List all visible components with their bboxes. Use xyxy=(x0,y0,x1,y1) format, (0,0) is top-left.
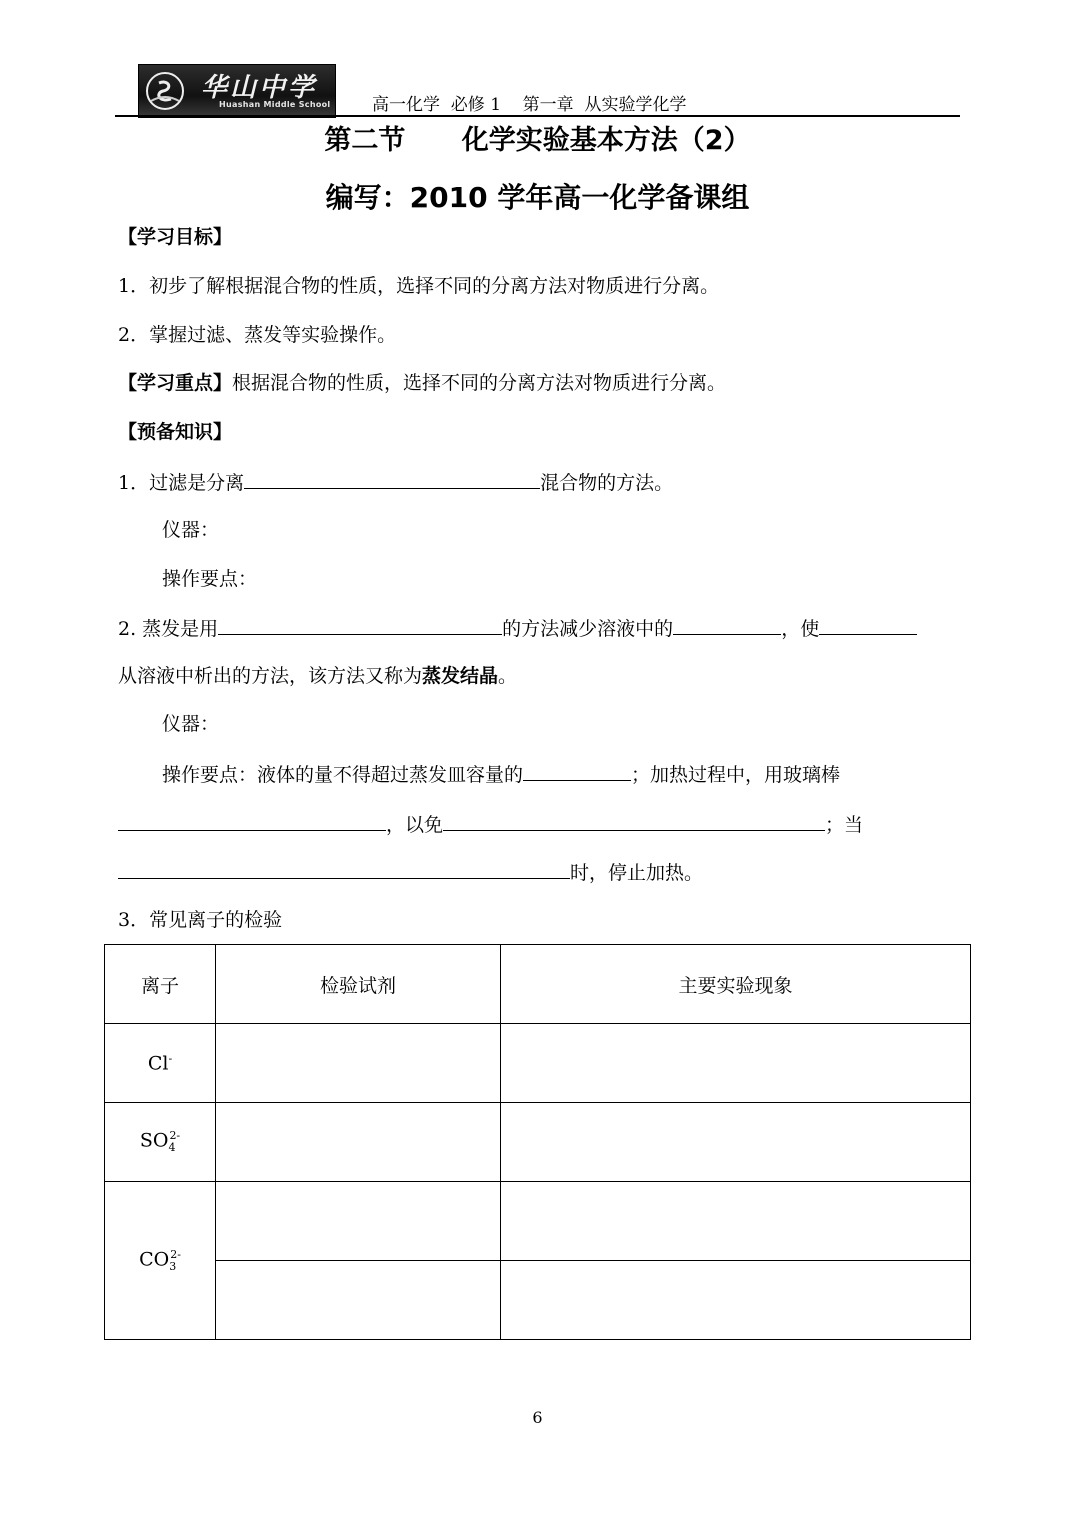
logo-english-name: Huashan Middle School xyxy=(219,100,331,109)
evaporate-points-line xyxy=(162,760,840,788)
phenomenon-cell[interactable] xyxy=(501,1024,971,1103)
objective-item: 1．初步了解根据混合物的性质，选择不同的分离方法对物质进行分离。 xyxy=(118,275,720,297)
filter-instrument: 仪器： xyxy=(162,519,220,541)
table-row xyxy=(105,1182,971,1261)
ion-charge: 2- xyxy=(169,1129,181,1143)
evaporate-line-4 xyxy=(118,810,863,838)
fill-blank[interactable] xyxy=(218,614,502,635)
table-header-row xyxy=(105,945,971,1024)
ion-cell xyxy=(105,1024,216,1103)
fill-blank[interactable] xyxy=(118,858,570,879)
objective-item: 2．掌握过滤、蒸发等实验操作。 xyxy=(118,324,397,346)
fill-blank[interactable] xyxy=(244,468,540,489)
prep-heading: 【预备知识】 xyxy=(118,421,233,443)
evaporate-instrument: 仪器： xyxy=(162,713,220,735)
ion-symbol: SO xyxy=(139,1129,169,1152)
table-row xyxy=(105,1103,971,1182)
evaporate-text: 从溶液中析出的方法，该方法又称为 xyxy=(118,665,423,687)
ion-symbol: CO xyxy=(139,1248,170,1271)
focus-heading: 【学习重点】 xyxy=(118,372,233,394)
school-logo xyxy=(138,64,336,118)
table-row xyxy=(105,1261,971,1340)
focus-line xyxy=(118,370,726,396)
evaporate-text: ，以免 xyxy=(386,814,444,836)
author-line: 编写：2010 学年高一化学备课组 xyxy=(325,181,750,214)
ion-subscript: 3 xyxy=(169,1260,177,1274)
filter-prefix: 1．过滤是分离 xyxy=(118,472,245,494)
ions-heading: 3．常见离子的检验 xyxy=(118,909,283,931)
table-row xyxy=(105,1024,971,1103)
ion-symbol: Cl xyxy=(147,1052,169,1075)
phenomenon-cell[interactable] xyxy=(501,1182,971,1261)
reagent-cell[interactable] xyxy=(216,1024,501,1103)
header-divider xyxy=(115,115,960,117)
reagent-cell[interactable] xyxy=(216,1103,501,1182)
header-phenomenon: 主要实验现象 xyxy=(501,945,971,1024)
objectives-heading: 【学习目标】 xyxy=(118,226,233,248)
evaporate-mid: ，使 xyxy=(781,618,820,640)
course-header: 高一化学 必修 1 第一章 从实验学化学 xyxy=(372,95,687,115)
fill-blank[interactable] xyxy=(523,760,631,781)
fill-blank[interactable] xyxy=(443,810,825,831)
filter-points: 操作要点： xyxy=(162,568,258,590)
header-ion: 离子 xyxy=(105,945,216,1024)
evaporate-line-2 xyxy=(118,663,517,689)
evaporate-text: ；当 xyxy=(825,814,864,836)
phenomenon-cell[interactable] xyxy=(501,1261,971,1340)
fill-blank[interactable] xyxy=(819,614,917,635)
filter-line xyxy=(118,468,673,496)
ion-cell xyxy=(105,1103,216,1182)
ion-charge: 2- xyxy=(170,1247,181,1261)
focus-text: 根据混合物的性质，选择不同的分离方法对物质进行分离。 xyxy=(232,372,727,394)
logo-chinese-name: 华山中学 xyxy=(201,73,318,103)
ion-subscript: 4 xyxy=(168,1141,176,1155)
school-emblem-icon xyxy=(145,71,185,111)
reagent-cell[interactable] xyxy=(216,1261,501,1340)
ion-cell xyxy=(105,1182,216,1340)
section-title: 第二节 化学实验基本方法（2） xyxy=(324,125,751,156)
evaporate-text: 时，停止加热。 xyxy=(570,862,704,884)
evaporate-line-1 xyxy=(118,614,917,642)
evaporate-prefix: 2. 蒸发是用 xyxy=(118,618,219,640)
phenomenon-cell[interactable] xyxy=(501,1103,971,1182)
header-reagent: 检验试剂 xyxy=(216,945,501,1024)
reagent-cell[interactable] xyxy=(216,1182,501,1261)
evaporate-term: 蒸发结晶 xyxy=(422,665,499,687)
page-number: 6 xyxy=(532,1408,543,1427)
filter-suffix: 混合物的方法。 xyxy=(540,472,674,494)
fill-blank[interactable] xyxy=(118,810,386,831)
evaporate-points-text: ；加热过程中，用玻璃棒 xyxy=(631,764,841,786)
evaporate-mid: 的方法减少溶液中的 xyxy=(502,618,674,640)
evaporate-text: 。 xyxy=(498,665,518,687)
evaporate-points-text: 操作要点：液体的量不得超过蒸发皿容量的 xyxy=(162,764,524,786)
evaporate-line-5 xyxy=(118,858,703,886)
ion-charge: - xyxy=(168,1051,173,1065)
fill-blank[interactable] xyxy=(673,614,781,635)
ion-test-table xyxy=(104,944,971,1340)
